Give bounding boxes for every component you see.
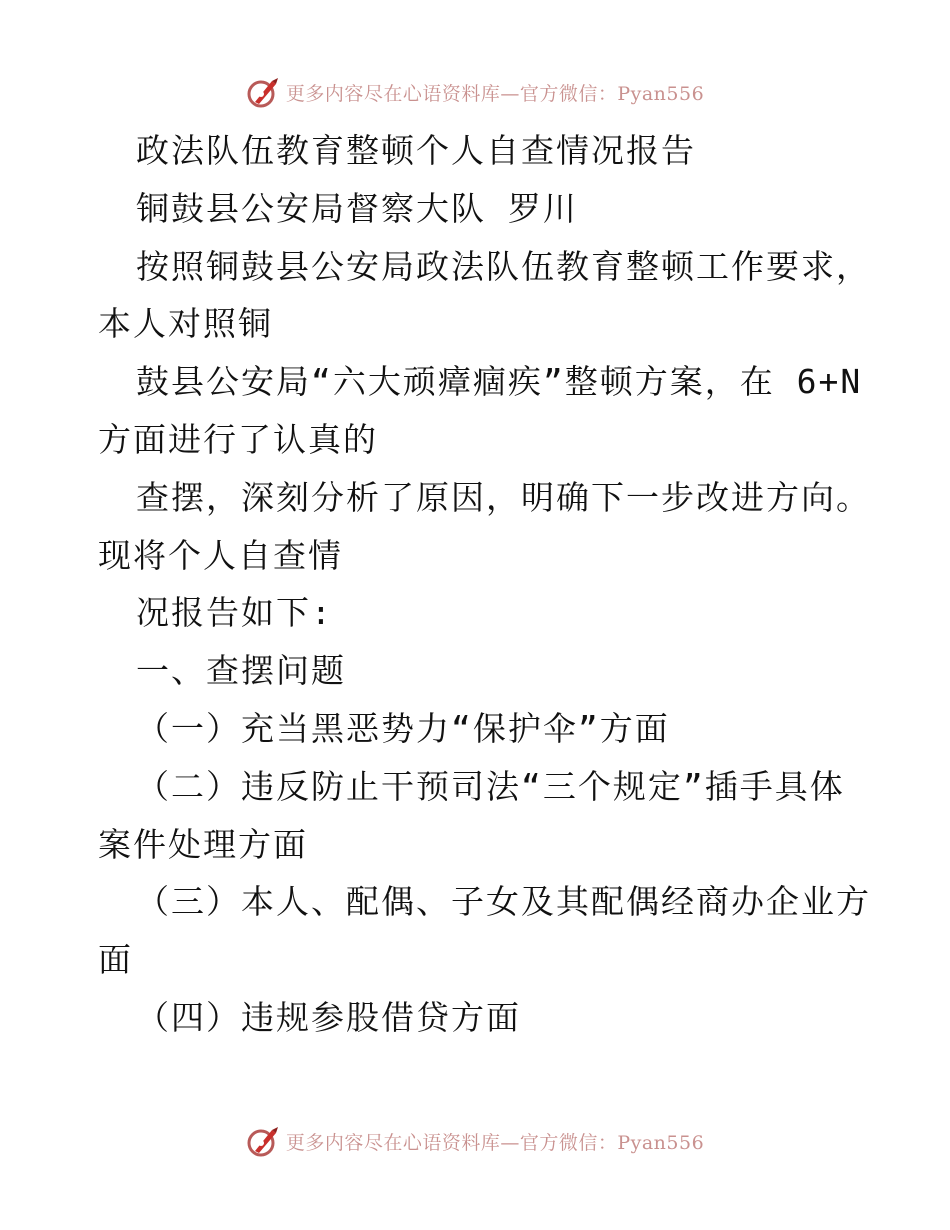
text-line: 案件处理方面	[98, 824, 308, 864]
text-line: 政法队伍教育整顿个人自查情况报告	[136, 131, 696, 170]
text-line: 现将个人自查情	[98, 535, 343, 575]
document-body	[98, 122, 871, 1047]
footer-watermark	[0, 1121, 950, 1161]
text-line: 况报告如下:	[136, 593, 333, 633]
header-watermark	[0, 72, 950, 112]
quill-pen-logo-icon	[246, 1124, 280, 1158]
text-line: 按照铜鼓县公安局政法队伍教育整顿工作要求，	[136, 246, 871, 286]
watermark-text: 更多内容尽在心语资料库—官方微信：Pyan556	[285, 82, 705, 105]
text-line: 面	[98, 940, 133, 980]
text-line: 查摆，深刻分析了原因，明确下一步改进方向。	[136, 477, 871, 517]
text-line: 一、查摆问题	[136, 651, 346, 691]
quill-pen-logo-icon	[246, 75, 280, 109]
text-line: （一）充当黑恶势力“保护伞”方面	[136, 708, 670, 748]
watermark-text: 更多内容尽在心语资料库—官方微信：Pyan556	[285, 1131, 705, 1154]
text-line: 鼓县公安局“六大顽瘴痼疾”整顿方案，在 6+N	[136, 362, 863, 402]
text-line: （二）违反防止干预司法“三个规定”插手具体	[136, 766, 845, 806]
text-line: 铜鼓县公安局督察大队 罗川	[136, 188, 578, 228]
text-line: （三）本人、配偶、子女及其配偶经商办企业方	[136, 882, 871, 922]
text-line: （四）违规参股借贷方面	[136, 997, 521, 1037]
text-line: 方面进行了认真的	[98, 419, 378, 459]
text-line: 本人对照铜	[98, 304, 273, 344]
